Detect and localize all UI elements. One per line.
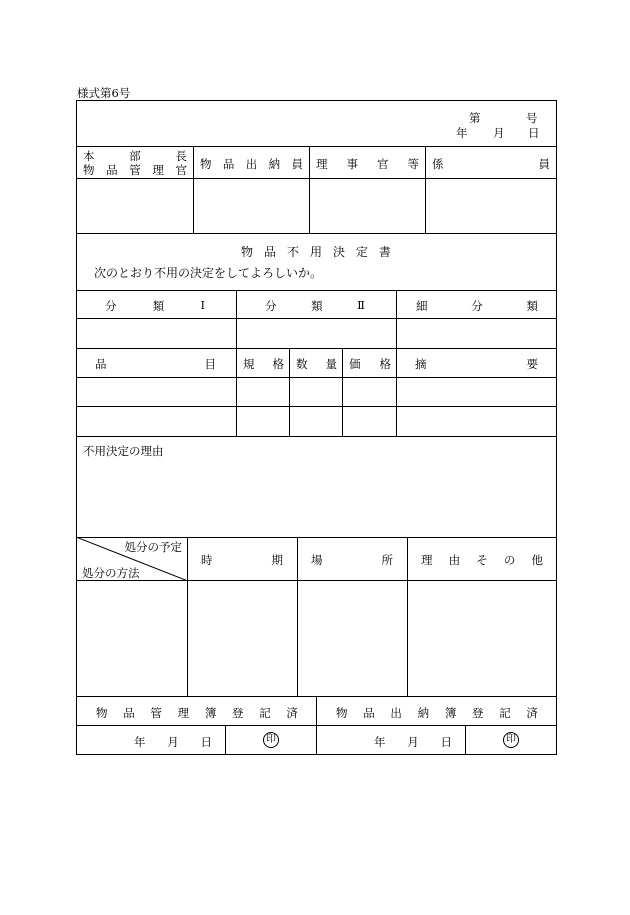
custodian-title-char: 品 xyxy=(222,157,235,171)
disposal-planned-label: 処分の予定 xyxy=(124,540,182,554)
disposal-place-cell[interactable] xyxy=(297,580,408,697)
item-cell-row1[interactable] xyxy=(76,377,237,407)
registry-custody-date-cell[interactable] xyxy=(316,725,466,755)
registry-custody-date xyxy=(374,734,452,750)
item-header xyxy=(76,348,237,378)
registry-custody-label-char: 納 xyxy=(417,706,430,720)
remarks-label xyxy=(415,356,538,372)
subclass-label xyxy=(416,298,538,314)
seal-mark-custody: 印 xyxy=(503,732,519,748)
registry-custody-label-char: 済 xyxy=(526,706,538,720)
item-cell-row2[interactable] xyxy=(76,406,237,437)
disposal-time-cell[interactable] xyxy=(187,580,298,697)
disposal-time-label-char: 時 xyxy=(201,553,213,567)
disposal-other-cell[interactable] xyxy=(407,580,557,697)
stamp-cell-custodian[interactable] xyxy=(193,178,310,234)
subclass-label-char: 細 xyxy=(416,299,428,313)
head-title-line2-char: 管 xyxy=(129,163,141,177)
registry-custody-seal-cell[interactable] xyxy=(465,725,557,755)
spec-label xyxy=(243,356,284,372)
price-label-char: 価 xyxy=(349,357,361,371)
disposal-other-label xyxy=(421,552,543,568)
registry-custody-label-char: 品 xyxy=(363,706,375,720)
head-title-line2-char: 理 xyxy=(152,163,164,177)
disposal-place-label-char: 所 xyxy=(381,553,393,567)
doc-date-month: 月 xyxy=(493,126,505,140)
class1-label-char: 類 xyxy=(152,299,165,313)
class2-label xyxy=(265,298,365,314)
disposal-place-label-char: 場 xyxy=(311,553,323,567)
price-cell-row1[interactable] xyxy=(342,377,397,407)
custodian-title xyxy=(200,156,303,172)
registry-mgmt-header xyxy=(76,696,317,726)
disposal-method-cell[interactable] xyxy=(76,580,188,697)
approver-staff-header xyxy=(425,146,557,179)
class1-value-cell[interactable] xyxy=(76,318,237,349)
spec-label-char: 格 xyxy=(272,357,284,371)
price-cell-row2[interactable] xyxy=(342,406,397,437)
qty-cell-row1[interactable] xyxy=(289,377,343,407)
qty-label-char: 数 xyxy=(296,357,308,371)
registry-custody-label-char: 簿 xyxy=(444,706,457,720)
spec-header xyxy=(236,348,290,378)
head-title-line2-char: 官 xyxy=(175,163,187,177)
registry-custody-date-char: 日 xyxy=(440,735,452,749)
class2-label-char: Ⅱ xyxy=(357,298,365,312)
director-title xyxy=(316,156,419,172)
director-title-char: 官 xyxy=(377,157,389,171)
remarks-header xyxy=(396,348,557,378)
document-title-char: 書 xyxy=(378,245,391,259)
custodian-title-char: 員 xyxy=(291,157,303,171)
registry-mgmt-label xyxy=(96,705,298,721)
staff-title-char: 係 xyxy=(432,157,444,171)
director-title-char: 等 xyxy=(407,157,419,171)
document-title-char: 決 xyxy=(332,245,345,259)
registry-mgmt-label-char: 記 xyxy=(259,706,271,720)
spec-label-char: 規 xyxy=(243,357,255,371)
doc-number-dai: 第 xyxy=(469,111,481,125)
subclass-header xyxy=(396,290,557,319)
document-title-char: 定 xyxy=(355,245,368,259)
seal-mark-mgmt: 印 xyxy=(263,732,279,748)
item-label xyxy=(95,356,216,372)
custodian-title-char: 出 xyxy=(245,157,258,171)
qty-label-char: 量 xyxy=(325,357,337,371)
qty-cell-row2[interactable] xyxy=(289,406,343,437)
doc-date-day: 日 xyxy=(528,126,540,140)
registry-mgmt-label-char: 理 xyxy=(177,706,190,720)
document-title xyxy=(241,243,391,260)
disposal-other-label-char: 理 xyxy=(421,553,433,567)
head-title-line1-char: 部 xyxy=(129,149,141,163)
disposal-method-label: 処分の方法 xyxy=(82,566,140,580)
registry-custody-label-char: 登 xyxy=(472,706,484,720)
subclass-label-char: 類 xyxy=(526,299,538,313)
registry-custody-header xyxy=(316,696,557,726)
disposal-other-label-char: 他 xyxy=(531,553,543,567)
registry-custody-label-char: 出 xyxy=(390,706,402,720)
registry-mgmt-label-char: 管 xyxy=(150,706,162,720)
price-header xyxy=(342,348,397,378)
class1-label xyxy=(105,298,205,314)
disposal-other-label-char: の xyxy=(503,553,516,567)
title-area xyxy=(76,233,557,291)
registry-mgmt-label-char: 簿 xyxy=(204,706,217,720)
disposal-other-header xyxy=(407,537,557,581)
approver-custodian-header xyxy=(193,146,310,179)
remarks-cell-row2[interactable] xyxy=(396,406,557,437)
registry-mgmt-date-char: 月 xyxy=(167,735,179,749)
document-title-char: 不 xyxy=(286,245,299,259)
disposal-time-header xyxy=(187,537,298,581)
director-title-char: 理 xyxy=(316,157,328,171)
disposal-diagonal-header xyxy=(76,537,188,581)
head-title-line1-char: 長 xyxy=(175,149,187,163)
spec-cell-row1[interactable] xyxy=(236,377,290,407)
registry-mgmt-date-char: 年 xyxy=(134,735,146,749)
disposal-place-label xyxy=(311,552,393,568)
registry-custody-label-char: 物 xyxy=(336,706,348,720)
staff-title-char: 員 xyxy=(538,157,550,171)
staff-title xyxy=(432,156,550,172)
custodian-title-char: 物 xyxy=(200,157,212,171)
stamp-cell-director[interactable] xyxy=(309,178,426,234)
disposal-other-label-char: そ xyxy=(476,553,488,567)
qty-header xyxy=(289,348,343,378)
reason-label: 不用決定の理由 xyxy=(83,444,164,458)
document-title-char: 物 xyxy=(241,245,254,259)
stamp-cell-staff[interactable] xyxy=(425,178,557,234)
price-label-char: 格 xyxy=(379,357,391,371)
registry-mgmt-date-char: 日 xyxy=(200,735,212,749)
spec-cell-row2[interactable] xyxy=(236,406,290,437)
registry-custody-date-char: 年 xyxy=(374,735,386,749)
reason-area[interactable] xyxy=(76,436,557,538)
subclass-label-char: 分 xyxy=(471,299,483,313)
class2-value-cell[interactable] xyxy=(236,318,397,349)
head-title-line2 xyxy=(83,162,187,178)
disposal-time-label xyxy=(201,552,283,568)
disposal-time-label-char: 期 xyxy=(271,553,283,567)
class1-label-char: Ⅰ xyxy=(200,298,205,312)
document-title-char: 用 xyxy=(309,245,322,259)
registry-custody-date-char: 月 xyxy=(407,735,419,749)
registry-mgmt-label-char: 物 xyxy=(96,706,108,720)
registry-custody-label xyxy=(336,705,538,721)
qty-label xyxy=(296,356,337,372)
registry-mgmt-label-char: 済 xyxy=(286,706,298,720)
remarks-cell-row1[interactable] xyxy=(396,377,557,407)
price-label xyxy=(349,356,391,372)
class1-header xyxy=(76,290,237,319)
registry-mgmt-date-cell[interactable] xyxy=(76,725,226,755)
doc-number-go: 号 xyxy=(526,111,538,125)
item-label-char: 目 xyxy=(204,357,216,371)
approver-director-header xyxy=(309,146,426,179)
doc-date-year: 年 xyxy=(456,126,468,140)
class2-label-char: 類 xyxy=(311,299,323,313)
remarks-label-char: 要 xyxy=(526,357,538,371)
registry-custody-label-char: 記 xyxy=(499,706,511,720)
head-title-line1-char: 本 xyxy=(83,149,95,163)
stamp-cell-head[interactable] xyxy=(76,178,194,234)
doc-number-area xyxy=(76,100,557,147)
document-title-char: 品 xyxy=(263,245,276,259)
class2-label-char: 分 xyxy=(265,299,277,313)
subclass-value-cell[interactable] xyxy=(396,318,557,349)
registry-mgmt-label-char: 登 xyxy=(232,706,244,720)
remarks-label-char: 摘 xyxy=(415,357,427,371)
head-title-line2-char: 品 xyxy=(106,163,118,177)
disposal-place-header xyxy=(297,537,408,581)
head-title-line2-char: 物 xyxy=(83,163,95,177)
form-number-label: 様式第6号 xyxy=(77,86,131,100)
disposal-other-label-char: 由 xyxy=(448,553,461,567)
director-title-char: 事 xyxy=(346,157,358,171)
class1-label-char: 分 xyxy=(105,299,117,313)
registry-mgmt-seal-cell[interactable] xyxy=(225,725,317,755)
registry-mgmt-date xyxy=(134,734,212,750)
intro-text: 次のとおり不用の決定をしてよろしいか。 xyxy=(94,266,323,280)
registry-mgmt-label-char: 品 xyxy=(123,706,135,720)
custodian-title-char: 納 xyxy=(268,157,281,171)
class2-header xyxy=(236,290,397,319)
approver-head-header xyxy=(76,146,194,179)
item-label-char: 品 xyxy=(95,357,107,371)
